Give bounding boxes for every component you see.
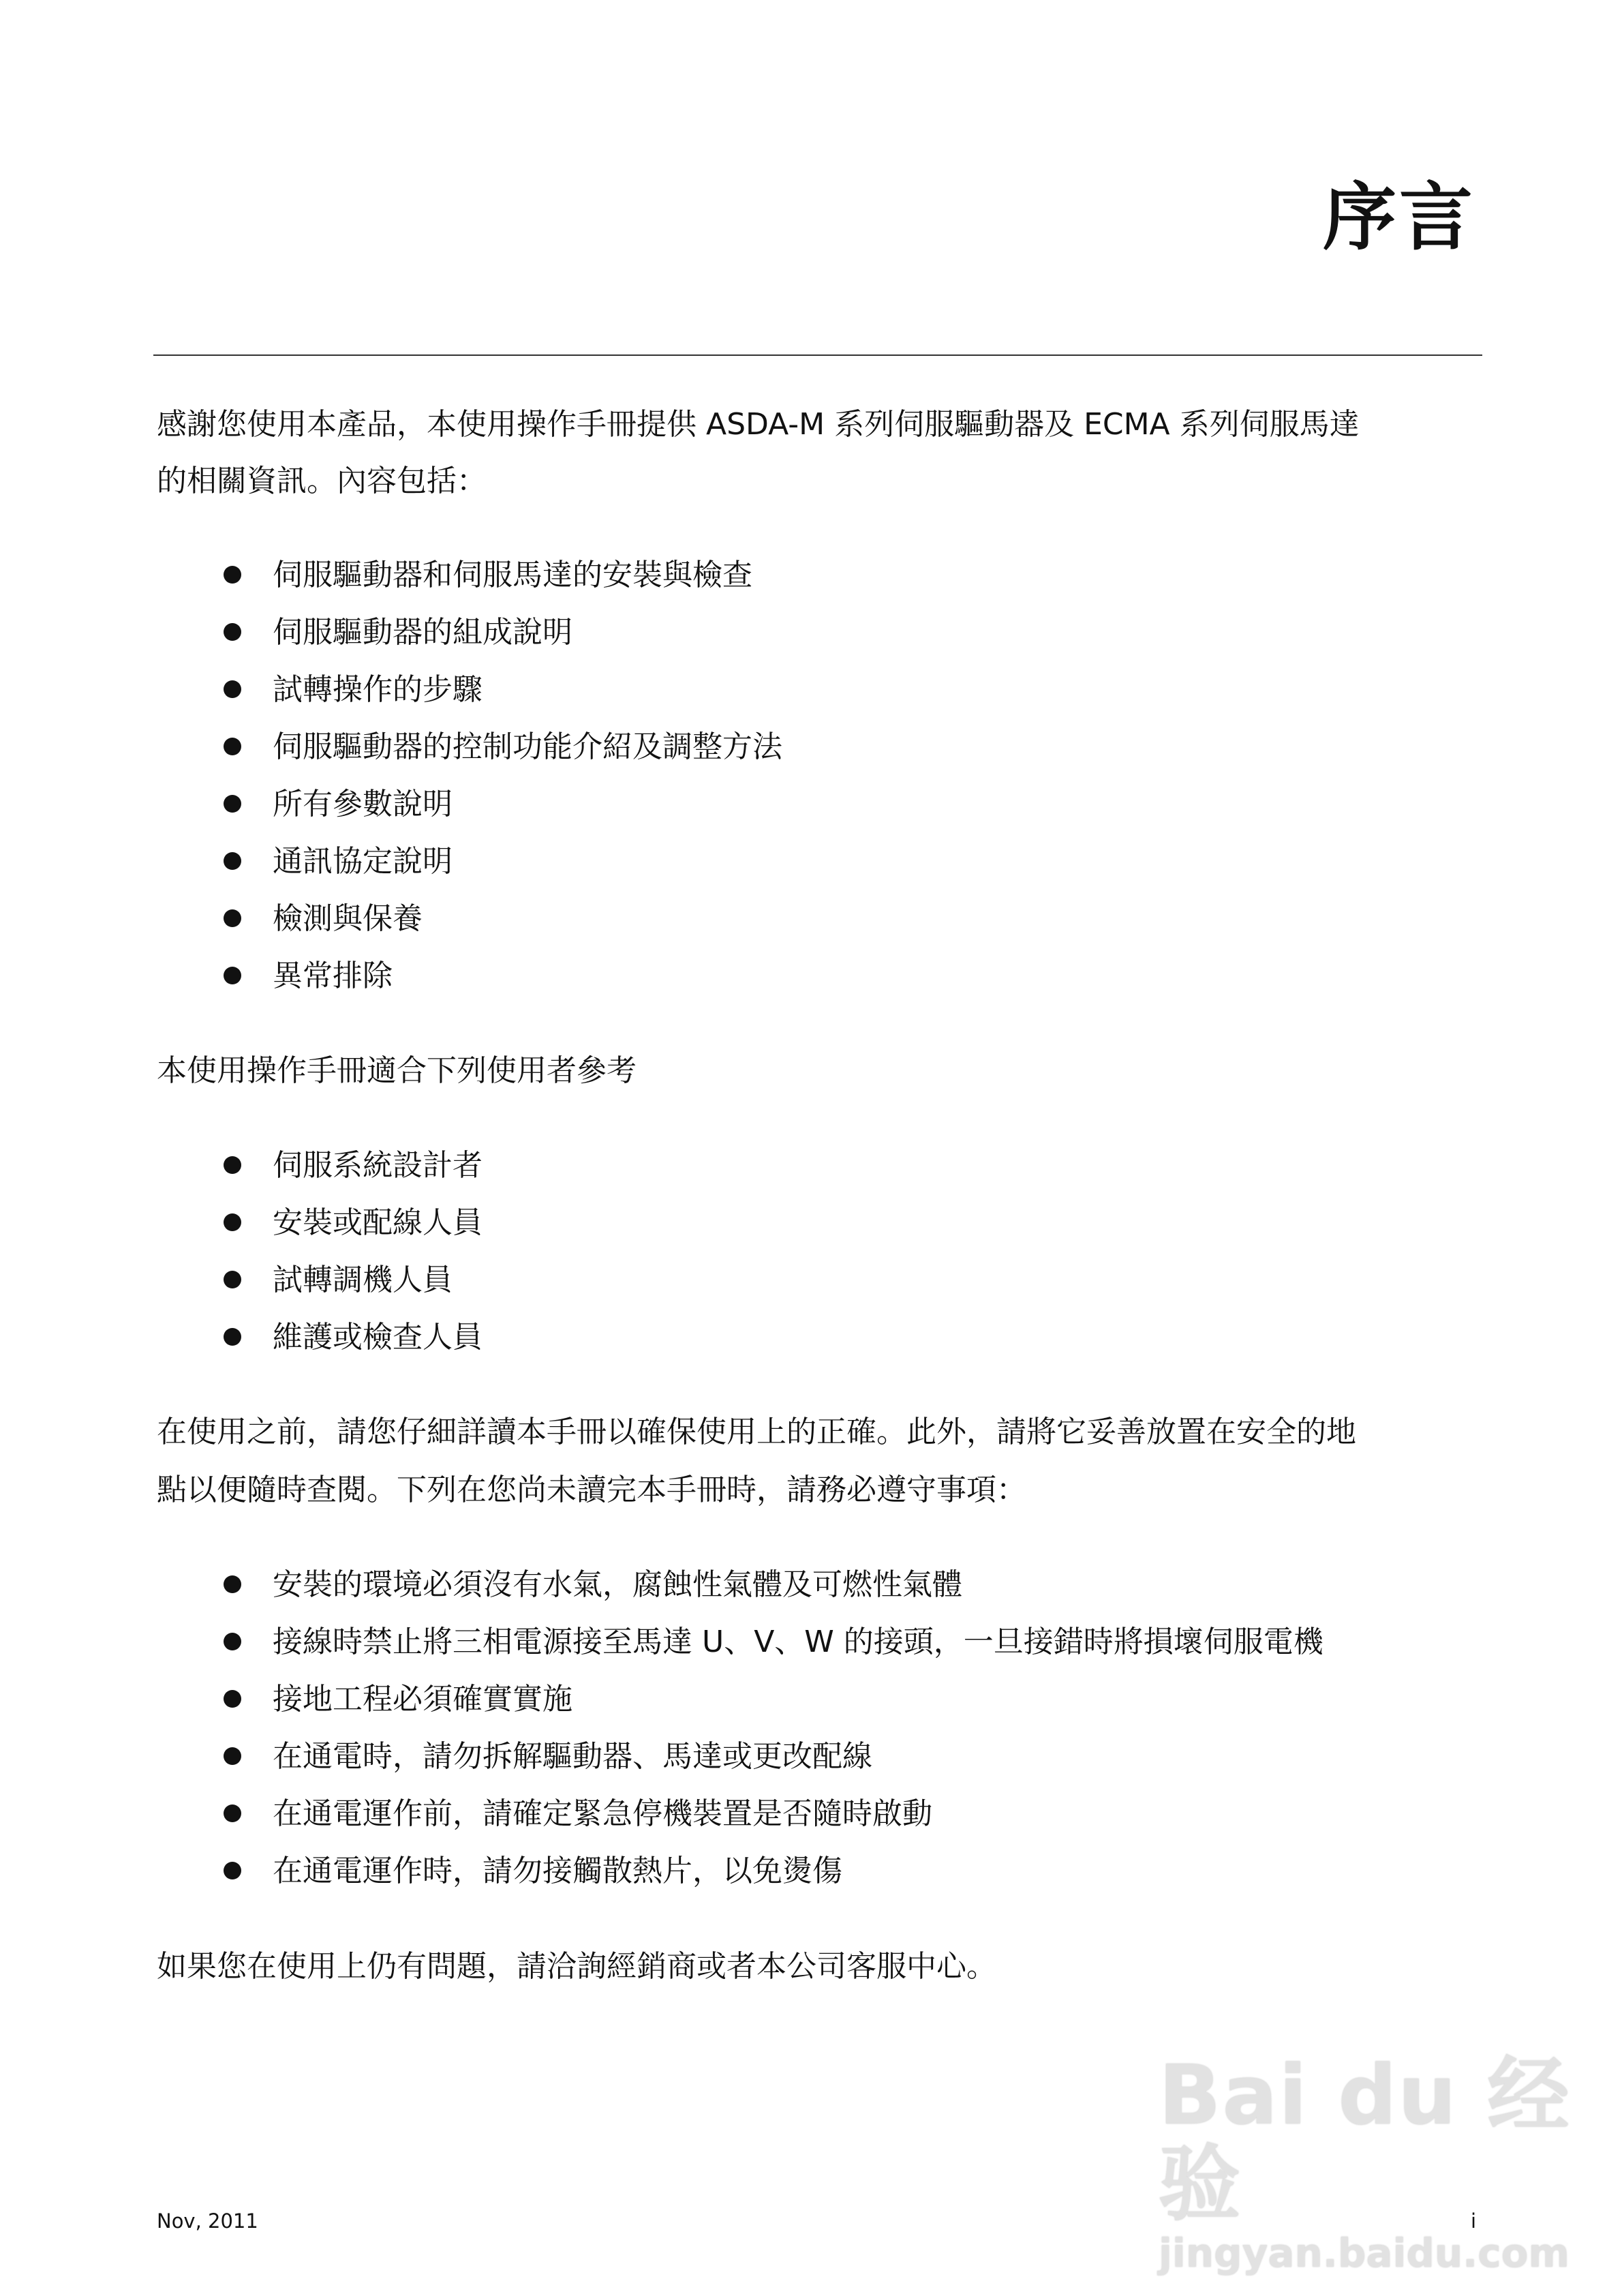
bullet-icon	[224, 1213, 241, 1231]
bullet-icon	[224, 1575, 241, 1593]
list-item	[224, 1556, 962, 1614]
list-item	[224, 833, 453, 890]
list-item	[224, 1252, 453, 1309]
audience-heading: 本使用操作手冊適合下列使用者參考	[157, 1053, 637, 1088]
footer-date: Nov, 2011	[157, 2209, 258, 2233]
list-item-text: 伺服系統設計者	[273, 1148, 483, 1183]
closing-text: 如果您在使用上仍有問題，請洽詢經銷商或者本公司客服中心。	[157, 1949, 996, 1984]
list-item-text: 伺服驅動器的組成說明	[273, 615, 572, 650]
watermark-url: jingyan.baidu.com	[1159, 2230, 1570, 2276]
bullet-icon	[224, 623, 241, 641]
list-item-text: 在通電運作前，請確定緊急停機裝置是否隨時啟動	[273, 1796, 932, 1831]
list-item	[224, 604, 572, 661]
list-item-text: 所有參數說明	[273, 787, 453, 821]
list-item-text: 安裝或配線人員	[273, 1205, 483, 1240]
list-item	[224, 890, 423, 948]
caution-line-1: 在使用之前，請您仔細詳讀本手冊以確保使用上的正確。此外，請將它妥善放置在安全的地	[157, 1415, 1356, 1449]
bullet-icon	[224, 1271, 241, 1288]
bullet-icon	[224, 1747, 241, 1765]
bullet-icon	[224, 1633, 241, 1650]
bullet-icon	[224, 1690, 241, 1708]
list-item	[224, 1137, 483, 1194]
baidu-watermark	[1159, 2049, 1622, 2277]
list-item-text: 維護或檢查人員	[273, 1320, 483, 1355]
bullet-icon	[224, 566, 241, 584]
bullet-icon	[224, 738, 241, 755]
page-title: 序言	[1322, 175, 1475, 260]
list-item-text: 伺服驅動器和伺服馬達的安裝與檢查	[273, 558, 752, 592]
list-item	[224, 948, 393, 1005]
list-item-text: 通訊協定說明	[273, 844, 453, 879]
watermark-logo: Bai du 经验	[1159, 2049, 1571, 2232]
list-item-text: 伺服驅動器的控制功能介紹及調整方法	[273, 729, 782, 764]
caution-line-2: 點以便隨時查閱。下列在您尚未讀完本手冊時，請務必遵守事項：	[157, 1472, 1026, 1507]
bullet-icon	[224, 680, 241, 698]
bullet-icon	[224, 1862, 241, 1879]
list-item-text: 接地工程必須確實實施	[273, 1682, 572, 1717]
bullet-icon	[224, 1804, 241, 1822]
list-item	[224, 1671, 572, 1728]
list-item	[224, 776, 453, 833]
bullet-icon	[224, 909, 241, 927]
list-item-text: 在通電時，請勿拆解驅動器、馬達或更改配線	[273, 1739, 872, 1774]
title-divider	[153, 354, 1482, 356]
list-item	[224, 1309, 483, 1366]
list-item	[224, 547, 752, 604]
list-item-text: 安裝的環境必須沒有水氣，腐蝕性氣體及可燃性氣體	[273, 1567, 962, 1602]
page-number: i	[1471, 2209, 1477, 2233]
bullet-icon	[224, 852, 241, 870]
intro-line-2: 的相關資訊。內容包括：	[157, 464, 487, 498]
list-item	[224, 1728, 872, 1785]
list-item-text: 試轉調機人員	[273, 1263, 453, 1297]
bullet-icon	[224, 795, 241, 813]
list-item-text: 試轉操作的步驟	[273, 672, 483, 707]
list-item-text: 接線時禁止將三相電源接至馬達 U、V、W 的接頭，一旦接錯時將損壞伺服電機	[273, 1625, 1323, 1659]
intro-line-1: 感謝您使用本產品，本使用操作手冊提供 ASDA-M 系列伺服驅動器及 ECMA 系列伺服馬達	[157, 407, 1360, 442]
list-item-text: 異常排除	[273, 958, 393, 993]
list-item	[224, 1194, 483, 1252]
list-item	[224, 1843, 842, 1900]
list-item-text: 檢測與保養	[273, 901, 423, 936]
list-item	[224, 1614, 1323, 1671]
bullet-icon	[224, 1328, 241, 1346]
list-item	[224, 1785, 932, 1843]
list-item	[224, 719, 782, 776]
list-item-text: 在通電運作時，請勿接觸散熱片，以免燙傷	[273, 1854, 842, 1888]
bullet-icon	[224, 1156, 241, 1174]
list-item	[224, 661, 483, 719]
bullet-icon	[224, 967, 241, 984]
